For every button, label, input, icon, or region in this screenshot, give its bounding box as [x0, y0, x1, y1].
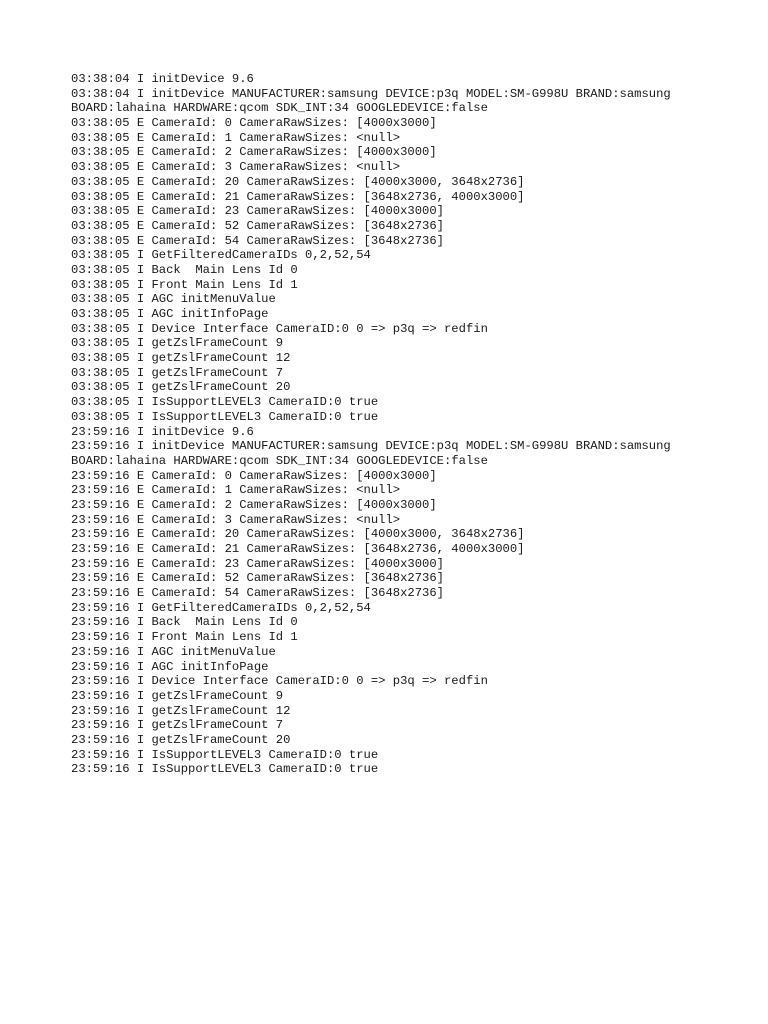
log-line: 23:59:16 E CameraId: 1 CameraRawSizes: <null>	[71, 483, 401, 498]
log-line: 03:38:05 I GetFilteredCameraIDs 0,2,52,54	[71, 248, 371, 263]
log-line: 23:59:16 E CameraId: 2 CameraRawSizes: [4000x3000]	[71, 497, 437, 512]
log-line: 03:38:05 I getZslFrameCount 12	[71, 351, 291, 366]
log-line: 23:59:16 I Back Main Lens Id 0	[71, 615, 298, 630]
log-line: 23:59:16 I GetFilteredCameraIDs 0,2,52,54	[71, 600, 371, 615]
log-line: 23:59:16 E CameraId: 20 CameraRawSizes: [4000x3000, 3648x2736]	[71, 527, 525, 542]
log-line: 03:38:05 I Device Interface CameraID:0 0 => p3q => redfin	[71, 321, 488, 336]
log-line: 03:38:05 E CameraId: 0 CameraRawSizes: [4000x3000]	[71, 116, 437, 131]
log-line: 03:38:05 E CameraId: 21 CameraRawSizes: [3648x2736, 4000x3000]	[71, 189, 525, 204]
log-line: 03:38:05 I getZslFrameCount 9	[71, 336, 284, 351]
log-line: 23:59:16 I getZslFrameCount 12	[71, 703, 291, 718]
log-line: 23:59:16 I Device Interface CameraID:0 0 => p3q => redfin	[71, 674, 488, 689]
log-line: 03:38:05 I Front Main Lens Id 1	[71, 277, 298, 292]
log-line: BOARD:lahaina HARDWARE:qcom SDK_INT:34 GOOGLEDEVICE:false	[71, 101, 488, 116]
log-line: 03:38:05 I IsSupportLEVEL3 CameraID:0 true	[71, 409, 379, 424]
log-line: 23:59:16 I Front Main Lens Id 1	[71, 630, 298, 645]
log-line: 23:59:16 I getZslFrameCount 7	[71, 718, 284, 733]
document-page	[71, 72, 721, 777]
log-line: 03:38:05 I getZslFrameCount 7	[71, 365, 284, 380]
log-line: 03:38:05 E CameraId: 20 CameraRawSizes: [4000x3000, 3648x2736]	[71, 174, 525, 189]
log-line: 03:38:05 I getZslFrameCount 20	[71, 380, 291, 395]
log-line: 23:59:16 I AGC initInfoPage	[71, 659, 269, 674]
log-line: 03:38:05 E CameraId: 3 CameraRawSizes: <null>	[71, 160, 401, 175]
log-line: 23:59:16 I getZslFrameCount 20	[71, 732, 291, 747]
log-line: 03:38:05 E CameraId: 23 CameraRawSizes: [4000x3000]	[71, 204, 444, 219]
log-line: 23:59:16 E CameraId: 23 CameraRawSizes: [4000x3000]	[71, 556, 444, 571]
log-line: 03:38:05 E CameraId: 54 CameraRawSizes: [3648x2736]	[71, 233, 444, 248]
log-line: 23:59:16 I initDevice MANUFACTURER:samsung DEVICE:p3q MODEL:SM-G998U BRAND:samsung	[71, 439, 671, 454]
log-line: 23:59:16 I IsSupportLEVEL3 CameraID:0 true	[71, 747, 379, 762]
log-line: 23:59:16 E CameraId: 21 CameraRawSizes: [3648x2736, 4000x3000]	[71, 542, 525, 556]
log-line: 03:38:04 I initDevice MANUFACTURER:samsung DEVICE:p3q MODEL:SM-G998U BRAND:samsung	[71, 86, 671, 101]
log-line: 23:59:16 I AGC initMenuValue	[71, 644, 276, 659]
log-line: 03:38:05 I IsSupportLEVEL3 CameraID:0 true	[71, 395, 379, 410]
log-line: 23:59:16 I getZslFrameCount 9	[71, 688, 284, 703]
log-line: BOARD:lahaina HARDWARE:qcom SDK_INT:34 GOOGLEDEVICE:false	[71, 453, 488, 468]
log-line: 03:38:05 I AGC initInfoPage	[71, 307, 269, 321]
log-text-block	[71, 72, 721, 777]
log-line: 23:59:16 E CameraId: 54 CameraRawSizes: [3648x2736]	[71, 586, 444, 601]
log-line: 23:59:16 E CameraId: 52 CameraRawSizes: [3648x2736]	[71, 571, 444, 586]
log-line: 03:38:05 E CameraId: 1 CameraRawSizes: <null>	[71, 130, 401, 145]
log-line: 23:59:16 I IsSupportLEVEL3 CameraID:0 true	[71, 762, 379, 777]
log-line: 23:59:16 I initDevice 9.6	[71, 424, 254, 439]
log-line: 03:38:05 I AGC initMenuValue	[71, 292, 276, 307]
log-line: 03:38:05 E CameraId: 2 CameraRawSizes: [4000x3000]	[71, 145, 437, 160]
log-line: 23:59:16 E CameraId: 0 CameraRawSizes: [4000x3000]	[71, 468, 437, 483]
log-line: 03:38:04 I initDevice 9.6	[71, 72, 254, 86]
log-line: 03:38:05 E CameraId: 52 CameraRawSizes: [3648x2736]	[71, 218, 444, 233]
log-line: 23:59:16 E CameraId: 3 CameraRawSizes: <null>	[71, 512, 401, 527]
log-line: 03:38:05 I Back Main Lens Id 0	[71, 262, 298, 277]
